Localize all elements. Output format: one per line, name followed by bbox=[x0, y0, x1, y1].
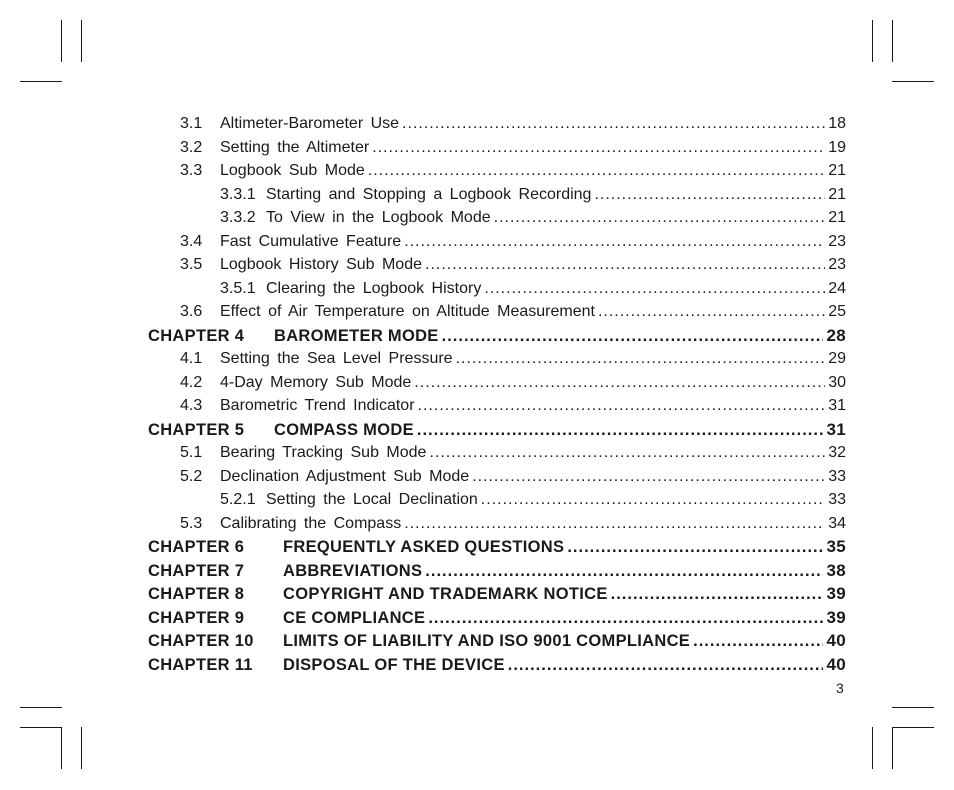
crop-mark bbox=[872, 20, 873, 62]
toc-entry-title: DISPOSAL OF THE DEVICE bbox=[283, 655, 505, 674]
crop-mark bbox=[872, 727, 873, 769]
toc-section-entry[interactable] bbox=[148, 465, 846, 489]
toc-leader-dots bbox=[484, 277, 825, 301]
toc-section-entry[interactable] bbox=[148, 136, 846, 160]
toc-leader-dots bbox=[425, 253, 825, 277]
toc-entry-number: CHAPTER 5 bbox=[148, 420, 245, 439]
toc-leader-dots bbox=[368, 159, 825, 183]
toc-entry-title: Starting and Stopping a Logbook Recording bbox=[266, 185, 592, 203]
toc-chapter-entry[interactable] bbox=[148, 629, 846, 653]
toc-entry-title: Bearing Tracking Sub Mode bbox=[220, 444, 427, 461]
toc-entry-number: CHAPTER 4 bbox=[148, 326, 245, 345]
toc-entry-page: 29 bbox=[828, 350, 846, 367]
toc-entry-title: LIMITS OF LIABILITY AND ISO 9001 COMPLIANCE bbox=[283, 632, 691, 650]
toc-leader-dots bbox=[472, 465, 825, 489]
crop-mark bbox=[892, 707, 934, 708]
toc-section-entry[interactable] bbox=[148, 512, 846, 536]
toc-entry-title: Logbook Sub Mode bbox=[220, 162, 365, 179]
toc-leader-dots bbox=[456, 347, 826, 371]
toc-entry-number: CHAPTER 7 bbox=[148, 561, 245, 580]
crop-mark bbox=[892, 20, 893, 62]
toc-entry-page: 21 bbox=[828, 185, 846, 203]
toc-entry-page: 33 bbox=[828, 491, 846, 508]
toc-entry-page: 40 bbox=[826, 631, 846, 650]
toc-entry-number: 3.6 bbox=[180, 303, 203, 320]
toc-section-entry[interactable] bbox=[148, 441, 846, 465]
crop-mark bbox=[892, 81, 934, 82]
toc-entry-number: 3.3.1 bbox=[220, 185, 256, 203]
table-of-contents bbox=[148, 112, 846, 676]
toc-entry-page: 34 bbox=[828, 514, 846, 532]
toc-chapter-entry[interactable] bbox=[148, 559, 846, 583]
toc-leader-dots bbox=[372, 136, 825, 160]
page-number: 3 bbox=[836, 680, 844, 696]
toc-entry-page: 38 bbox=[826, 560, 846, 580]
toc-leader-dots bbox=[508, 654, 824, 678]
toc-chapter-entry[interactable] bbox=[148, 324, 846, 348]
toc-entry-page: 23 bbox=[828, 256, 846, 273]
toc-entry-page: 39 bbox=[826, 584, 846, 603]
toc-leader-dots bbox=[494, 206, 826, 230]
toc-entry-number: 5.3 bbox=[180, 514, 203, 532]
toc-entry-number: 4.3 bbox=[180, 397, 203, 414]
crop-mark bbox=[20, 81, 62, 82]
toc-entry-page: 31 bbox=[826, 419, 846, 439]
toc-entry-title: Clearing the Logbook History bbox=[266, 279, 482, 297]
toc-leader-dots bbox=[404, 230, 825, 254]
toc-entry-title: Calibrating the Compass bbox=[220, 514, 402, 532]
toc-chapter-entry[interactable] bbox=[148, 535, 846, 559]
toc-leader-dots bbox=[598, 300, 825, 324]
toc-leader-dots bbox=[402, 112, 825, 136]
toc-entry-title: BAROMETER MODE bbox=[274, 326, 439, 345]
toc-entry-number: CHAPTER 10 bbox=[148, 632, 254, 650]
toc-entry-title: Effect of Air Temperature on Altitude Measurement bbox=[220, 303, 595, 320]
crop-mark bbox=[892, 727, 893, 769]
toc-entry-title: Altimeter-Barometer Use bbox=[220, 115, 400, 132]
toc-entry-number: 4.1 bbox=[180, 350, 203, 367]
crop-mark bbox=[81, 20, 82, 62]
toc-entry-number: 3.3.2 bbox=[220, 209, 256, 226]
toc-section-entry[interactable] bbox=[148, 300, 846, 324]
toc-leader-dots bbox=[611, 583, 824, 607]
toc-entry-title: Setting the Altimeter bbox=[220, 138, 370, 156]
toc-entry-page: 39 bbox=[826, 607, 846, 627]
toc-entry-page: 35 bbox=[826, 537, 846, 556]
toc-section-entry[interactable] bbox=[148, 253, 846, 277]
toc-entry-page: 23 bbox=[828, 232, 846, 250]
toc-entry-number: 4.2 bbox=[180, 373, 203, 391]
toc-entry-page: 33 bbox=[828, 467, 846, 485]
crop-mark bbox=[20, 727, 62, 728]
toc-entry-page: 30 bbox=[828, 373, 846, 391]
toc-entry-title: Logbook History Sub Mode bbox=[220, 256, 422, 273]
toc-entry-title: 4-Day Memory Sub Mode bbox=[220, 373, 412, 391]
toc-entry-title: CE COMPLIANCE bbox=[283, 608, 426, 627]
toc-leader-dots bbox=[428, 607, 823, 631]
toc-leader-dots bbox=[693, 630, 823, 654]
toc-leader-dots bbox=[418, 394, 826, 418]
toc-entry-number: CHAPTER 6 bbox=[148, 538, 245, 556]
toc-section-entry[interactable] bbox=[148, 277, 846, 301]
toc-entry-page: 31 bbox=[828, 397, 846, 414]
toc-entry-number: 3.4 bbox=[180, 232, 203, 250]
toc-leader-dots bbox=[414, 371, 825, 395]
toc-entry-page: 21 bbox=[828, 209, 846, 226]
toc-section-entry[interactable] bbox=[148, 183, 846, 207]
toc-entry-number: 3.1 bbox=[180, 115, 203, 132]
toc-entry-number: CHAPTER 11 bbox=[148, 655, 253, 674]
toc-entry-page: 21 bbox=[828, 162, 846, 179]
toc-entry-title: Setting the Local Declination bbox=[266, 491, 478, 508]
toc-entry-title: COMPASS MODE bbox=[274, 420, 414, 439]
toc-chapter-entry[interactable] bbox=[148, 606, 846, 630]
toc-entry-number: 5.2 bbox=[180, 467, 203, 485]
toc-leader-dots bbox=[567, 536, 823, 560]
toc-section-entry[interactable] bbox=[148, 230, 846, 254]
toc-entry-page: 18 bbox=[828, 115, 846, 132]
toc-entry-number: 3.5.1 bbox=[220, 279, 256, 297]
crop-mark bbox=[61, 727, 62, 769]
toc-section-entry[interactable] bbox=[148, 206, 846, 230]
toc-entry-page: 24 bbox=[828, 279, 846, 297]
toc-entry-title: FREQUENTLY ASKED QUESTIONS bbox=[283, 538, 565, 556]
toc-leader-dots bbox=[417, 419, 824, 443]
toc-leader-dots bbox=[481, 488, 825, 512]
toc-section-entry[interactable] bbox=[148, 347, 846, 371]
toc-entry-title: Barometric Trend Indicator bbox=[220, 397, 415, 414]
toc-section-entry[interactable] bbox=[148, 371, 846, 395]
toc-section-entry[interactable] bbox=[148, 159, 846, 183]
toc-section-entry[interactable] bbox=[148, 488, 846, 512]
toc-entry-number: CHAPTER 8 bbox=[148, 585, 245, 603]
toc-section-entry[interactable] bbox=[148, 394, 846, 418]
toc-entry-page: 32 bbox=[828, 444, 846, 461]
toc-entry-number: 5.1 bbox=[180, 444, 203, 461]
toc-leader-dots bbox=[425, 560, 823, 584]
toc-leader-dots bbox=[404, 512, 825, 536]
crop-mark bbox=[892, 727, 934, 728]
crop-mark bbox=[81, 727, 82, 769]
toc-entry-number: 5.2.1 bbox=[220, 491, 256, 508]
toc-section-entry[interactable] bbox=[148, 112, 846, 136]
toc-entry-title: ABBREVIATIONS bbox=[283, 561, 423, 580]
toc-entry-page: 28 bbox=[826, 325, 846, 345]
toc-entry-title: To View in the Logbook Mode bbox=[266, 209, 491, 226]
toc-entry-title: Fast Cumulative Feature bbox=[220, 232, 402, 250]
toc-entry-title: Setting the Sea Level Pressure bbox=[220, 350, 453, 367]
toc-leader-dots bbox=[429, 441, 825, 465]
toc-leader-dots bbox=[442, 325, 824, 349]
toc-entry-number: CHAPTER 9 bbox=[148, 608, 245, 627]
toc-entry-number: 3.5 bbox=[180, 256, 203, 273]
crop-mark bbox=[20, 707, 62, 708]
toc-chapter-entry[interactable] bbox=[148, 653, 846, 677]
toc-entry-number: 3.2 bbox=[180, 138, 203, 156]
toc-entry-page: 19 bbox=[828, 138, 846, 156]
crop-mark bbox=[61, 20, 62, 62]
toc-entry-title: COPYRIGHT AND TRADEMARK NOTICE bbox=[283, 585, 608, 603]
toc-chapter-entry[interactable] bbox=[148, 582, 846, 606]
toc-entry-page: 25 bbox=[828, 303, 846, 320]
toc-leader-dots bbox=[594, 183, 825, 207]
toc-chapter-entry[interactable] bbox=[148, 418, 846, 442]
toc-entry-number: 3.3 bbox=[180, 162, 203, 179]
toc-entry-page: 40 bbox=[826, 654, 846, 674]
toc-entry-title: Declination Adjustment Sub Mode bbox=[220, 467, 470, 485]
